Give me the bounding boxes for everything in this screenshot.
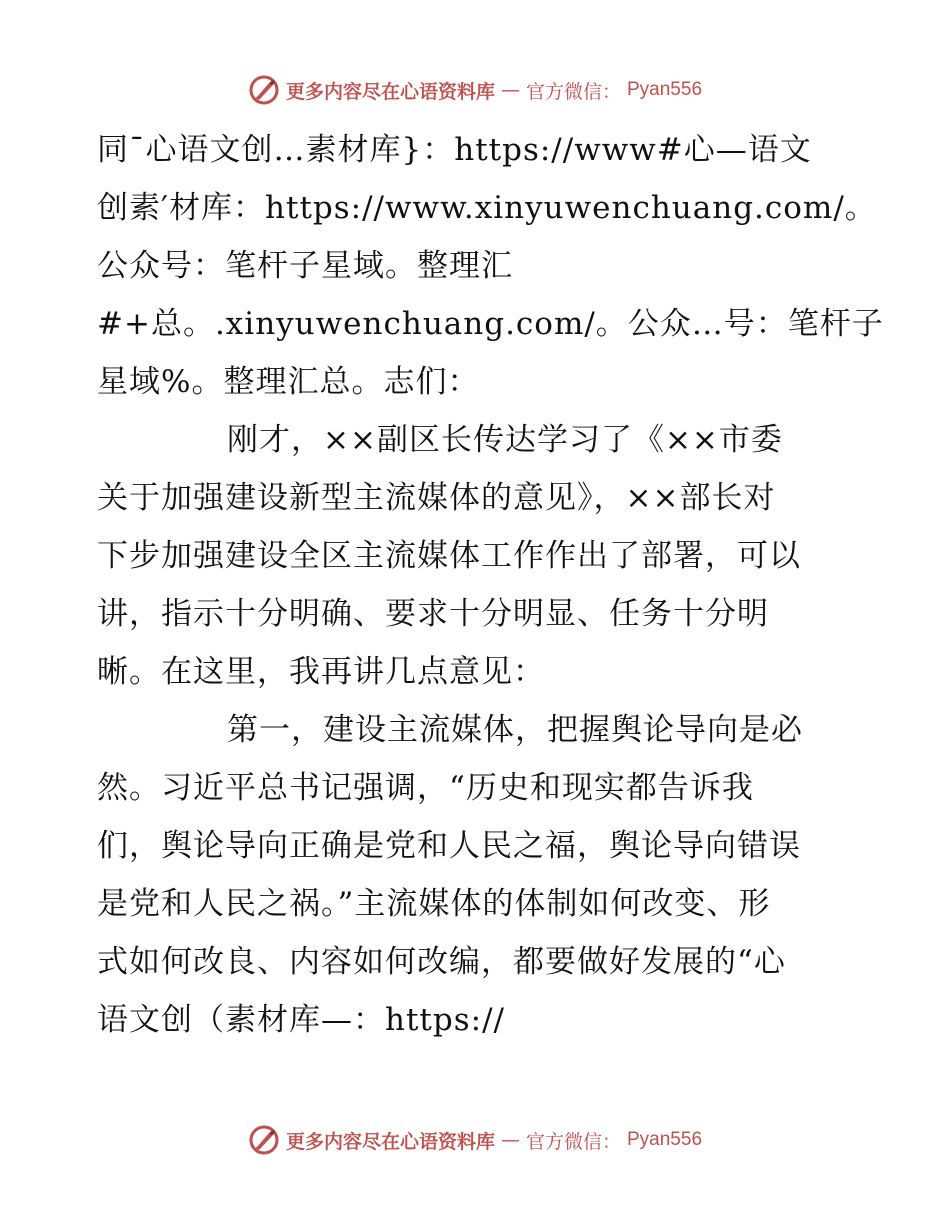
body-line: 公众号：笔杆子星域。整理汇 <box>97 248 513 284</box>
document-body <box>97 121 884 1049</box>
banner-wechat-label: 官方微信： <box>525 1130 621 1153</box>
body-line: 同¯心语文创…素材库}：https://www#心—语文 <box>97 132 812 168</box>
body-line: 式如何改良、内容如何改编，都要做好发展的“心 <box>97 944 786 980</box>
banner-title: 更多内容尽在心语资料库 <box>285 80 495 103</box>
body-line: 语文创（素材库—：https:// <box>97 1002 505 1038</box>
paragraph-start-line: 刚才，××副区长传达学习了《××市委 <box>227 422 783 458</box>
banner-wechat-id: Pyan556 <box>627 79 703 100</box>
banner-title: 更多内容尽在心语资料库 <box>285 1130 495 1153</box>
paragraph-start-line: 第一，建设主流媒体，把握舆论导向是必 <box>227 712 803 748</box>
body-line: 们，舆论导向正确是党和人民之福，舆论导向错误 <box>97 828 801 864</box>
body-line: 星域%。整理汇总。志们： <box>97 364 480 400</box>
banner-dash: — <box>500 1129 520 1151</box>
pen-logo-icon <box>248 74 280 106</box>
body-line: 晰。在这里，我再讲几点意见： <box>97 654 545 690</box>
body-line: 然。习近平总书记强调，“历史和现实都告诉我 <box>97 770 754 806</box>
header-watermark-banner <box>0 70 950 110</box>
banner-wechat-label: 官方微信： <box>525 80 621 103</box>
banner-dash: — <box>500 79 520 101</box>
body-line: 下步加强建设全区主流媒体工作作出了部署，可以 <box>97 538 801 574</box>
footer-watermark-banner <box>0 1120 950 1160</box>
body-line: 讲，指示十分明确、要求十分明显、任务十分明 <box>97 596 769 632</box>
pen-logo-icon <box>248 1124 280 1156</box>
banner-wechat-id: Pyan556 <box>627 1129 703 1150</box>
body-line: #+总。.xinyuwenchuang.com/。公众…号：笔杆子 <box>97 306 884 342</box>
body-line: 创素′材库：https://www.xinyuwenchuang.com/。 <box>97 190 877 226</box>
body-line: 是党和人民之祸。”主流媒体的体制如何改变、形 <box>97 886 771 922</box>
body-line: 关于加强建设新型主流媒体的意见》，××部长对 <box>97 480 776 516</box>
